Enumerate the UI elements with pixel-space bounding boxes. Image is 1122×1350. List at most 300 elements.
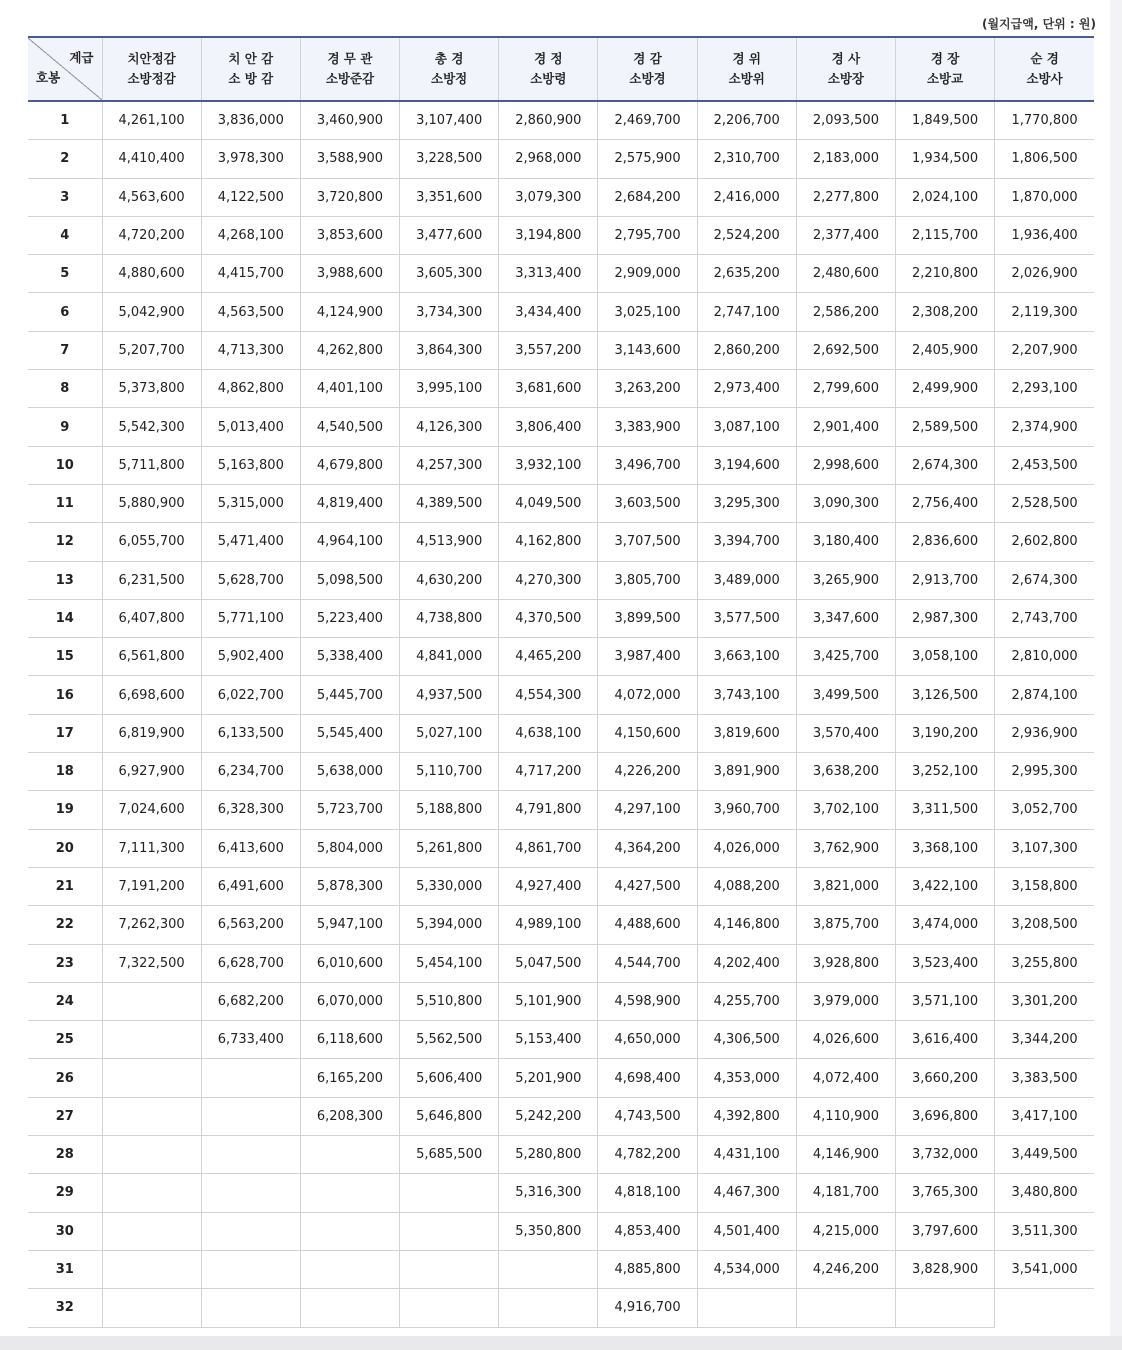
salary-cell: 3,313,400 <box>499 255 598 293</box>
salary-cell: 2,836,600 <box>896 523 995 561</box>
salary-cell: 3,979,000 <box>796 982 895 1020</box>
salary-cell: 1,770,800 <box>995 101 1094 140</box>
salary-cell: 5,315,000 <box>201 484 300 522</box>
step-cell: 3 <box>28 178 102 216</box>
salary-cell: 3,806,400 <box>499 408 598 446</box>
salary-cell: 3,143,600 <box>598 331 697 369</box>
salary-cell: 5,373,800 <box>102 370 201 408</box>
table-row <box>28 1059 1094 1097</box>
salary-cell: 4,501,400 <box>697 1212 796 1250</box>
salary-cell: 4,026,000 <box>697 829 796 867</box>
salary-cell: 6,698,600 <box>102 676 201 714</box>
salary-cell: 4,049,500 <box>499 484 598 522</box>
salary-cell: 3,836,000 <box>201 101 300 140</box>
table-row <box>28 484 1094 522</box>
salary-cell: 3,025,100 <box>598 293 697 331</box>
salary-cell: 3,663,100 <box>697 638 796 676</box>
salary-cell: 3,190,200 <box>896 714 995 752</box>
salary-cell <box>201 1212 300 1250</box>
table-row <box>28 523 1094 561</box>
salary-cell: 5,542,300 <box>102 408 201 446</box>
salary-cell: 3,228,500 <box>400 140 499 178</box>
salary-cell: 3,351,600 <box>400 178 499 216</box>
salary-cell: 2,206,700 <box>697 101 796 140</box>
salary-cell: 2,575,900 <box>598 140 697 178</box>
salary-cell: 5,261,800 <box>400 829 499 867</box>
step-cell: 31 <box>28 1250 102 1288</box>
step-cell: 20 <box>28 829 102 867</box>
salary-cell: 2,589,500 <box>896 408 995 446</box>
column-header-line1: 경 위 <box>732 51 761 66</box>
salary-cell: 6,628,700 <box>201 944 300 982</box>
step-cell: 15 <box>28 638 102 676</box>
salary-cell: 6,010,600 <box>300 944 399 982</box>
salary-cell: 3,875,700 <box>796 906 895 944</box>
salary-cell: 2,210,800 <box>896 255 995 293</box>
salary-cell: 6,563,200 <box>201 906 300 944</box>
salary-cell: 3,707,500 <box>598 523 697 561</box>
salary-cell: 3,978,300 <box>201 140 300 178</box>
salary-cell: 4,862,800 <box>201 370 300 408</box>
salary-cell: 4,110,900 <box>796 1097 895 1135</box>
salary-cell: 4,650,000 <box>598 1021 697 1059</box>
salary-cell: 4,389,500 <box>400 484 499 522</box>
table-row <box>28 561 1094 599</box>
salary-cell: 2,374,900 <box>995 408 1094 446</box>
column-header-line2: 소방교 <box>926 71 964 86</box>
table-row <box>28 599 1094 637</box>
salary-cell: 3,058,100 <box>896 638 995 676</box>
salary-cell: 5,338,400 <box>300 638 399 676</box>
salary-cell: 5,562,500 <box>400 1021 499 1059</box>
salary-cell: 6,070,000 <box>300 982 399 1020</box>
salary-cell: 4,268,100 <box>201 216 300 254</box>
salary-cell <box>102 1289 201 1327</box>
salary-cell: 4,841,000 <box>400 638 499 676</box>
column-header <box>697 37 796 101</box>
column-header-line2: 소방경 <box>629 71 666 86</box>
step-cell: 16 <box>28 676 102 714</box>
salary-cell: 4,124,900 <box>300 293 399 331</box>
salary-cell: 2,293,100 <box>995 370 1094 408</box>
salary-cell: 3,255,800 <box>995 944 1094 982</box>
salary-cell: 3,577,500 <box>697 599 796 637</box>
salary-cell <box>697 1289 796 1327</box>
salary-cell: 3,311,500 <box>896 791 995 829</box>
salary-cell: 2,528,500 <box>995 484 1094 522</box>
salary-cell: 3,819,600 <box>697 714 796 752</box>
salary-cell: 4,181,700 <box>796 1174 895 1212</box>
salary-cell: 4,989,100 <box>499 906 598 944</box>
table-row <box>28 446 1094 484</box>
salary-cell: 2,602,800 <box>995 523 1094 561</box>
corner-header <box>28 37 102 101</box>
salary-cell: 3,474,000 <box>896 906 995 944</box>
salary-cell: 6,234,700 <box>201 753 300 791</box>
header-row <box>28 37 1094 101</box>
salary-cell: 5,685,500 <box>400 1136 499 1174</box>
salary-cell: 3,052,700 <box>995 791 1094 829</box>
step-cell: 9 <box>28 408 102 446</box>
salary-cell: 3,301,200 <box>995 982 1094 1020</box>
step-cell: 24 <box>28 982 102 1020</box>
salary-cell: 3,499,500 <box>796 676 895 714</box>
step-cell: 2 <box>28 140 102 178</box>
salary-cell: 5,223,400 <box>300 599 399 637</box>
salary-cell: 4,540,500 <box>300 408 399 446</box>
table-row <box>28 1021 1094 1059</box>
column-header-line1: 경 감 <box>633 51 662 66</box>
step-cell: 25 <box>28 1021 102 1059</box>
salary-cell: 3,988,600 <box>300 255 399 293</box>
salary-cell: 4,297,100 <box>598 791 697 829</box>
salary-cell: 4,431,100 <box>697 1136 796 1174</box>
column-header-line2: 소방준감 <box>325 71 375 86</box>
salary-cell: 2,524,200 <box>697 216 796 254</box>
salary-cell: 6,208,300 <box>300 1097 399 1135</box>
salary-cell <box>201 1174 300 1212</box>
salary-cell: 4,853,400 <box>598 1212 697 1250</box>
salary-cell: 3,616,400 <box>896 1021 995 1059</box>
salary-cell: 3,489,000 <box>697 561 796 599</box>
salary-cell: 6,682,200 <box>201 982 300 1020</box>
salary-cell: 5,771,100 <box>201 599 300 637</box>
salary-cell: 4,713,300 <box>201 331 300 369</box>
salary-cell: 2,469,700 <box>598 101 697 140</box>
step-cell: 1 <box>28 101 102 140</box>
salary-cell: 4,126,300 <box>400 408 499 446</box>
salary-cell: 7,322,500 <box>102 944 201 982</box>
table-row <box>28 101 1094 140</box>
salary-cell: 3,295,300 <box>697 484 796 522</box>
salary-cell: 3,557,200 <box>499 331 598 369</box>
salary-cell: 2,936,900 <box>995 714 1094 752</box>
salary-cell: 5,878,300 <box>300 867 399 905</box>
salary-cell: 4,401,100 <box>300 370 399 408</box>
salary-cell: 3,821,000 <box>796 867 895 905</box>
salary-cell: 2,973,400 <box>697 370 796 408</box>
salary-cell: 5,638,000 <box>300 753 399 791</box>
table-row <box>28 638 1094 676</box>
salary-cell: 2,874,100 <box>995 676 1094 714</box>
salary-cell: 4,638,100 <box>499 714 598 752</box>
step-cell: 21 <box>28 867 102 905</box>
salary-cell: 7,191,200 <box>102 867 201 905</box>
salary-cell: 5,628,700 <box>201 561 300 599</box>
table-row <box>28 255 1094 293</box>
column-header <box>796 37 895 101</box>
salary-cell <box>300 1250 399 1288</box>
step-cell: 4 <box>28 216 102 254</box>
salary-table <box>28 36 1094 1328</box>
table-row <box>28 714 1094 752</box>
salary-cell: 3,765,300 <box>896 1174 995 1212</box>
salary-cell: 4,880,600 <box>102 255 201 293</box>
step-cell: 32 <box>28 1289 102 1327</box>
salary-cell: 6,819,900 <box>102 714 201 752</box>
salary-cell: 2,810,000 <box>995 638 1094 676</box>
salary-cell: 3,496,700 <box>598 446 697 484</box>
salary-cell: 3,864,300 <box>400 331 499 369</box>
salary-cell: 3,797,600 <box>896 1212 995 1250</box>
column-header <box>499 37 598 101</box>
salary-cell: 4,246,200 <box>796 1250 895 1288</box>
salary-cell: 4,261,100 <box>102 101 201 140</box>
column-header-line2: 소방장 <box>827 71 865 86</box>
step-cell: 5 <box>28 255 102 293</box>
table-row <box>28 293 1094 331</box>
salary-cell: 4,927,400 <box>499 867 598 905</box>
step-cell: 10 <box>28 446 102 484</box>
salary-cell: 5,330,000 <box>400 867 499 905</box>
salary-cell: 2,860,900 <box>499 101 598 140</box>
table-row <box>28 1289 1094 1327</box>
salary-cell: 3,853,600 <box>300 216 399 254</box>
salary-cell: 5,242,200 <box>499 1097 598 1135</box>
column-header-line1: 치안정감 <box>127 51 176 66</box>
salary-cell: 5,445,700 <box>300 676 399 714</box>
salary-cell: 3,511,300 <box>995 1212 1094 1250</box>
salary-cell: 4,370,500 <box>499 599 598 637</box>
salary-cell: 6,165,200 <box>300 1059 399 1097</box>
salary-cell: 2,635,200 <box>697 255 796 293</box>
salary-cell: 5,880,900 <box>102 484 201 522</box>
step-cell: 12 <box>28 523 102 561</box>
salary-cell: 3,107,300 <box>995 829 1094 867</box>
table-row <box>28 1097 1094 1135</box>
step-cell: 14 <box>28 599 102 637</box>
salary-cell: 3,107,400 <box>400 101 499 140</box>
column-header-line2: 소방위 <box>728 71 765 86</box>
salary-cell: 6,491,600 <box>201 867 300 905</box>
salary-cell: 4,072,000 <box>598 676 697 714</box>
table-row <box>28 676 1094 714</box>
salary-cell: 2,799,600 <box>796 370 895 408</box>
salary-cell: 4,146,900 <box>796 1136 895 1174</box>
salary-cell: 3,079,300 <box>499 178 598 216</box>
salary-cell: 2,756,400 <box>896 484 995 522</box>
table-row <box>28 216 1094 254</box>
salary-cell <box>102 1097 201 1135</box>
salary-cell <box>300 1174 399 1212</box>
salary-cell: 2,747,100 <box>697 293 796 331</box>
salary-cell: 2,586,200 <box>796 293 895 331</box>
column-header-line2: 소방정감 <box>127 71 176 86</box>
salary-cell <box>201 1289 300 1327</box>
step-cell: 30 <box>28 1212 102 1250</box>
salary-cell: 2,995,300 <box>995 753 1094 791</box>
salary-cell: 5,350,800 <box>499 1212 598 1250</box>
salary-cell <box>102 1174 201 1212</box>
step-cell: 17 <box>28 714 102 752</box>
salary-cell: 3,480,800 <box>995 1174 1094 1212</box>
salary-cell: 6,328,300 <box>201 791 300 829</box>
salary-cell: 6,118,600 <box>300 1021 399 1059</box>
salary-cell: 4,791,800 <box>499 791 598 829</box>
step-cell: 23 <box>28 944 102 982</box>
salary-cell: 3,570,400 <box>796 714 895 752</box>
salary-cell: 3,208,500 <box>995 906 1094 944</box>
step-cell: 22 <box>28 906 102 944</box>
salary-cell: 5,013,400 <box>201 408 300 446</box>
salary-cell: 2,453,500 <box>995 446 1094 484</box>
salary-cell: 5,163,800 <box>201 446 300 484</box>
salary-cell: 3,263,200 <box>598 370 697 408</box>
salary-cell: 4,738,800 <box>400 599 499 637</box>
salary-cell: 3,805,700 <box>598 561 697 599</box>
salary-cell <box>201 1097 300 1135</box>
salary-cell: 5,207,700 <box>102 331 201 369</box>
salary-cell: 5,188,800 <box>400 791 499 829</box>
salary-cell: 3,732,000 <box>896 1136 995 1174</box>
corner-step-label: 호봉 <box>36 70 61 85</box>
salary-cell: 3,762,900 <box>796 829 895 867</box>
salary-cell: 5,201,900 <box>499 1059 598 1097</box>
salary-cell: 5,902,400 <box>201 638 300 676</box>
step-cell: 8 <box>28 370 102 408</box>
salary-cell: 3,126,500 <box>896 676 995 714</box>
salary-cell: 1,849,500 <box>896 101 995 140</box>
salary-cell <box>102 1136 201 1174</box>
salary-cell: 4,630,200 <box>400 561 499 599</box>
table-row <box>28 140 1094 178</box>
column-header <box>896 37 995 101</box>
salary-cell: 4,415,700 <box>201 255 300 293</box>
salary-cell: 4,544,700 <box>598 944 697 982</box>
salary-cell: 1,934,500 <box>896 140 995 178</box>
salary-cell <box>102 1059 201 1097</box>
step-cell: 7 <box>28 331 102 369</box>
salary-cell: 5,804,000 <box>300 829 399 867</box>
salary-cell: 6,055,700 <box>102 523 201 561</box>
salary-cell: 5,454,100 <box>400 944 499 982</box>
column-header-line1: 총 경 <box>434 51 464 66</box>
salary-cell: 3,995,100 <box>400 370 499 408</box>
step-cell: 13 <box>28 561 102 599</box>
column-header-line1: 경 사 <box>831 51 861 66</box>
salary-cell: 2,743,700 <box>995 599 1094 637</box>
column-header-line1: 경 장 <box>930 51 960 66</box>
salary-cell: 3,383,900 <box>598 408 697 446</box>
salary-cell: 7,262,300 <box>102 906 201 944</box>
salary-cell: 2,308,200 <box>896 293 995 331</box>
salary-cell: 3,696,800 <box>896 1097 995 1135</box>
salary-cell: 5,646,800 <box>400 1097 499 1135</box>
column-header <box>201 37 300 101</box>
salary-cell: 5,394,000 <box>400 906 499 944</box>
salary-cell: 3,087,100 <box>697 408 796 446</box>
salary-cell: 1,806,500 <box>995 140 1094 178</box>
salary-cell: 5,042,900 <box>102 293 201 331</box>
salary-cell: 4,226,200 <box>598 753 697 791</box>
salary-cell: 4,598,900 <box>598 982 697 1020</box>
salary-cell: 3,477,600 <box>400 216 499 254</box>
salary-cell: 4,743,500 <box>598 1097 697 1135</box>
salary-cell: 4,818,100 <box>598 1174 697 1212</box>
salary-cell: 3,460,900 <box>300 101 399 140</box>
salary-cell <box>201 1136 300 1174</box>
salary-cell: 3,932,100 <box>499 446 598 484</box>
table-row <box>28 867 1094 905</box>
salary-cell: 3,347,600 <box>796 599 895 637</box>
table-row <box>28 753 1094 791</box>
salary-cell: 4,257,300 <box>400 446 499 484</box>
column-header-line1: 경 정 <box>534 51 563 66</box>
salary-cell: 4,392,800 <box>697 1097 796 1135</box>
salary-cell: 3,734,300 <box>400 293 499 331</box>
salary-cell: 3,449,500 <box>995 1136 1094 1174</box>
salary-cell: 3,344,200 <box>995 1021 1094 1059</box>
salary-cell <box>796 1289 895 1327</box>
salary-cell: 3,394,700 <box>697 523 796 561</box>
salary-cell: 4,488,600 <box>598 906 697 944</box>
salary-cell: 4,563,600 <box>102 178 201 216</box>
salary-cell: 6,927,900 <box>102 753 201 791</box>
salary-cell: 4,088,200 <box>697 867 796 905</box>
salary-cell: 5,723,700 <box>300 791 399 829</box>
salary-cell: 5,510,800 <box>400 982 499 1020</box>
salary-cell: 4,717,200 <box>499 753 598 791</box>
salary-cell: 5,110,700 <box>400 753 499 791</box>
column-header-line1: 순 경 <box>1030 51 1059 66</box>
step-cell: 28 <box>28 1136 102 1174</box>
salary-cell: 2,674,300 <box>896 446 995 484</box>
salary-cell: 2,405,900 <box>896 331 995 369</box>
salary-cell: 6,413,600 <box>201 829 300 867</box>
salary-cell <box>400 1289 499 1327</box>
table-row <box>28 1212 1094 1250</box>
salary-cell: 5,027,100 <box>400 714 499 752</box>
salary-cell: 4,513,900 <box>400 523 499 561</box>
salary-cell: 2,024,100 <box>896 178 995 216</box>
column-header-line1: 경 무 관 <box>327 51 373 66</box>
column-header-line2: 소방령 <box>530 71 567 86</box>
salary-cell: 5,047,500 <box>499 944 598 982</box>
salary-cell: 1,870,000 <box>995 178 1094 216</box>
column-header <box>102 37 201 101</box>
salary-cell: 4,819,400 <box>300 484 399 522</box>
salary-cell: 4,122,500 <box>201 178 300 216</box>
table-row <box>28 370 1094 408</box>
salary-cell <box>995 1289 1094 1327</box>
salary-cell: 3,571,100 <box>896 982 995 1020</box>
salary-cell: 3,434,400 <box>499 293 598 331</box>
table-body <box>28 101 1094 1327</box>
salary-cell: 3,194,600 <box>697 446 796 484</box>
salary-cell: 2,998,600 <box>796 446 895 484</box>
salary-cell: 2,913,700 <box>896 561 995 599</box>
salary-cell: 4,916,700 <box>598 1289 697 1327</box>
table-row <box>28 1250 1094 1288</box>
salary-cell: 3,090,300 <box>796 484 895 522</box>
salary-cell: 3,588,900 <box>300 140 399 178</box>
salary-cell: 3,638,200 <box>796 753 895 791</box>
salary-cell: 4,782,200 <box>598 1136 697 1174</box>
salary-cell: 3,605,300 <box>400 255 499 293</box>
salary-cell: 2,119,300 <box>995 293 1094 331</box>
table-row <box>28 982 1094 1020</box>
salary-cell: 4,072,400 <box>796 1059 895 1097</box>
column-header <box>400 37 499 101</box>
salary-cell: 2,684,200 <box>598 178 697 216</box>
column-header-line2: 소 방 감 <box>228 71 274 86</box>
step-cell: 26 <box>28 1059 102 1097</box>
table-row <box>28 331 1094 369</box>
salary-cell: 3,681,600 <box>499 370 598 408</box>
salary-cell: 4,964,100 <box>300 523 399 561</box>
salary-cell <box>400 1174 499 1212</box>
salary-cell: 3,252,100 <box>896 753 995 791</box>
